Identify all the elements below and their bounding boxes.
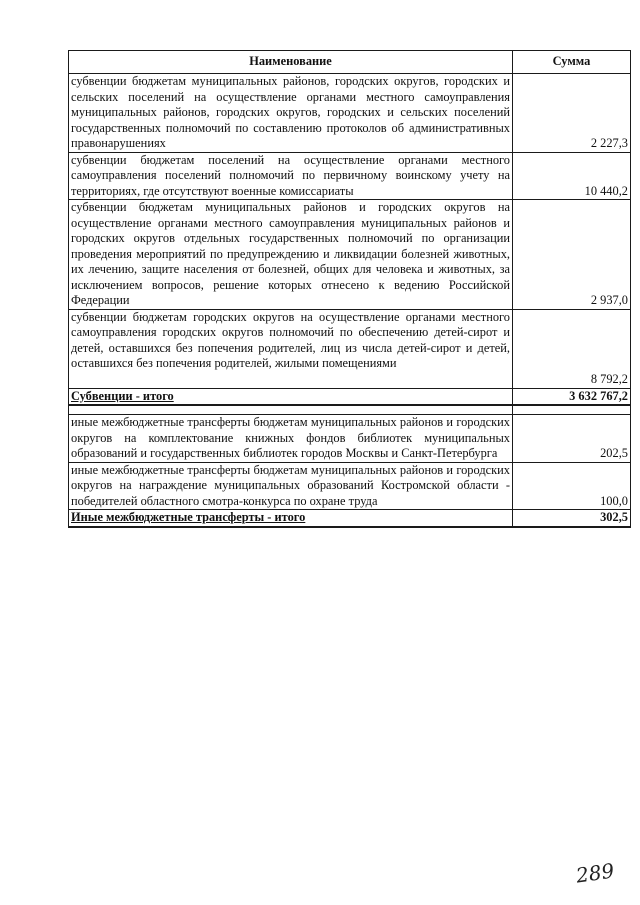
row-name: иные межбюджетные трансферты бюджетам муниципальных районов и городских округов на комплектование книжных фондов библиотек муниципальных образований и государственных библиотек городов Москвы и Санкт-Петербурга <box>69 415 513 463</box>
transfers-total-sum: 302,5 <box>513 510 631 527</box>
subventions-total-label: Субвенции - итого <box>69 388 513 405</box>
row-name: субвенции бюджетам муниципальных районов, городских округов, городских и сельских поселений на осуществление органами местного самоуправления муниципальных районов, городских округов, городских и сельских поселений государственных полномочий по составлению протоколов об административных правонарушениях <box>69 74 513 153</box>
header-sum: Сумма <box>513 51 631 74</box>
row-sum: 10 440,2 <box>513 152 631 200</box>
table-row <box>69 152 631 200</box>
row-sum: 2 227,3 <box>513 74 631 153</box>
page-number: 289 <box>574 858 616 888</box>
row-name: субвенции бюджетам поселений на осуществление органами местного самоуправления поселений полномочий по первичному воинскому учету на территориях, где отсутствуют военные комиссариаты <box>69 152 513 200</box>
transfers-total-label: Иные межбюджетные трансферты - итого <box>69 510 513 527</box>
row-name: субвенции бюджетам муниципальных районов и городских округов на осуществление органами местного самоуправления муниципальных районов и городских округов отдельных государственных полномочий по организации проведения мероприятий по предупреждению и ликвидации болезней животных, их лечению, защите населения от болезней, общих для человека и животных, за исключением вопросов, решение которых отнесено к ведению Российской Федерации <box>69 200 513 310</box>
row-sum: 202,5 <box>513 415 631 463</box>
document-sheet <box>68 50 630 528</box>
row-name: субвенции бюджетам городских округов на осуществление органами местного самоуправления городских округов полномочий по обеспечению детей-сирот и детей, оставшихся без попечения родителей, лиц из числа детей-сирот и детей, оставшихся без попечения родителей, жилыми помещениями <box>69 309 513 388</box>
table-row <box>69 200 631 310</box>
row-sum: 2 937,0 <box>513 200 631 310</box>
transfers-total-row <box>69 510 631 527</box>
table-row <box>69 74 631 153</box>
row-name: иные межбюджетные трансферты бюджетам муниципальных районов и городских округов на награждение муниципальных образований Костромской области - победителей областного смотра-конкурса по охране труда <box>69 462 513 510</box>
subventions-total-row <box>69 388 631 405</box>
table-row <box>69 462 631 510</box>
row-sum: 8 792,2 <box>513 309 631 388</box>
table-row <box>69 415 631 463</box>
subventions-total-sum: 3 632 767,2 <box>513 388 631 405</box>
table-header-row <box>69 51 631 74</box>
row-sum: 100,0 <box>513 462 631 510</box>
header-name: Наименование <box>69 51 513 74</box>
spacer-cell <box>513 405 631 415</box>
spacer-row <box>69 405 631 415</box>
spacer-cell <box>69 405 513 415</box>
budget-table <box>68 50 631 528</box>
table-row <box>69 309 631 388</box>
